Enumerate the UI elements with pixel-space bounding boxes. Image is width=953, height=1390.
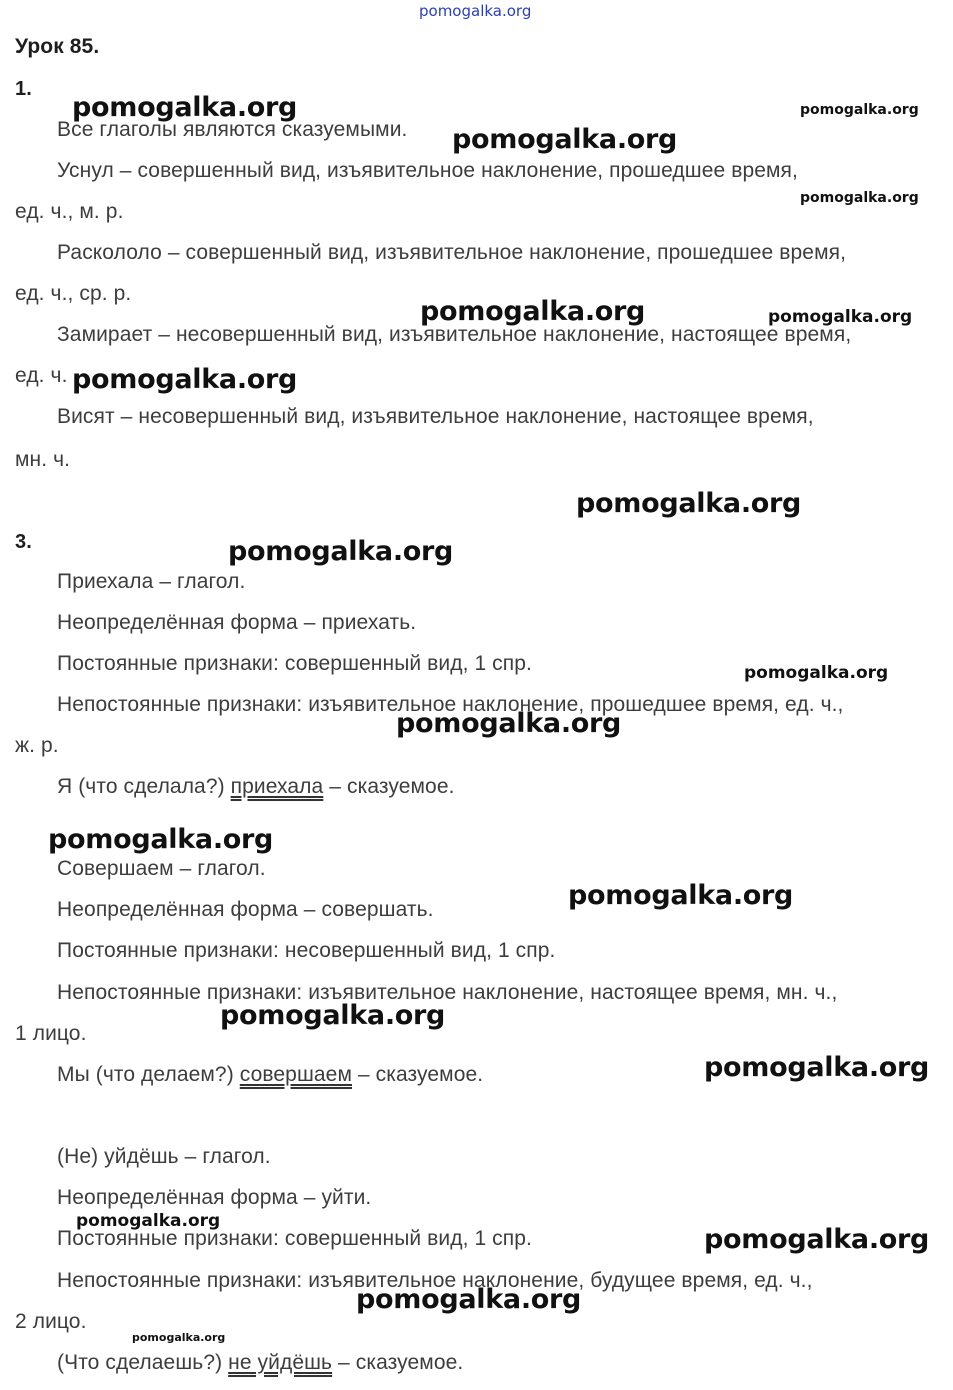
- task-1-line: Все глаголы являются сказуемыми.: [57, 118, 408, 141]
- watermark: pomogalka.org: [768, 307, 913, 327]
- task-3-block-3-sentence: [57, 1350, 463, 1376]
- watermark: pomogalka.org: [72, 364, 298, 395]
- watermark: pomogalka.org: [800, 102, 919, 118]
- sentence-suffix: – сказуемое.: [332, 1351, 464, 1374]
- sentence-prefix: Я (что сделала?): [57, 775, 231, 798]
- task-3-block-2-line: Непостоянные признаки: изъявительное наклонение, настоящее время, мн. ч.,: [57, 981, 838, 1004]
- watermark: pomogalka.org: [704, 1052, 930, 1083]
- sentence-suffix: – сказуемое.: [323, 775, 455, 798]
- watermark: pomogalka.org: [48, 824, 274, 855]
- sentence-prefix: Мы (что делаем?): [57, 1063, 240, 1086]
- predicate-underlined: совершаем: [239, 1063, 352, 1086]
- watermark: pomogalka.org: [72, 92, 298, 123]
- sentence-prefix: (Что сделаешь?): [57, 1351, 229, 1374]
- lesson-title: Урок 85.: [15, 35, 100, 58]
- watermark: pomogalka.org: [800, 190, 919, 206]
- task-3-block-1-line: Неопределённая форма – приехать.: [57, 611, 417, 634]
- watermark: pomogalka.org: [576, 488, 802, 519]
- task-3-block-1-sentence: [57, 774, 455, 800]
- watermark: pomogalka.org: [452, 124, 678, 155]
- task-3-number: 3.: [15, 531, 32, 553]
- watermark: pomogalka.org: [356, 1284, 582, 1315]
- watermark: pomogalka.org: [228, 536, 454, 567]
- top-watermark: pomogalka.org: [419, 2, 532, 20]
- task-3-block-2-sentence: [57, 1062, 483, 1088]
- watermark: pomogalka.org: [744, 663, 889, 683]
- task-3-block-3-line: (Не) уйдёшь – глагол.: [57, 1145, 271, 1168]
- watermark: pomogalka.org: [568, 880, 794, 911]
- task-3-block-1-line: Приехала – глагол.: [57, 570, 246, 593]
- task-1-line: Висят – несовершенный вид, изъявительное наклонение, настоящее время,: [57, 405, 814, 428]
- task-1-number: 1.: [15, 78, 32, 100]
- predicate-underlined: не уйдёшь: [228, 1351, 333, 1374]
- task-3-block-2-line: Постоянные признаки: несовершенный вид, 1 спр.: [57, 939, 556, 962]
- watermark: pomogalka.org: [220, 1000, 446, 1031]
- task-1-line: ед. ч., ср. р.: [15, 282, 132, 305]
- watermark: pomogalka.org: [704, 1224, 930, 1255]
- task-3-block-1-line: Постоянные признаки: совершенный вид, 1 спр.: [57, 652, 532, 675]
- task-1-line: Уснул – совершенный вид, изъявительное наклонение, прошедшее время,: [57, 159, 798, 182]
- task-1-line: Замирает – несовершенный вид, изъявительное наклонение, настоящее время,: [57, 323, 852, 346]
- watermark: pomogalka.org: [132, 1331, 226, 1344]
- task-3-block-2-line: Неопределённая форма – совершать.: [57, 898, 434, 921]
- task-3-block-2-line: Совершаем – глагол.: [57, 857, 266, 880]
- task-1-line: Раскололо – совершенный вид, изъявительное наклонение, прошедшее время,: [57, 241, 847, 264]
- task-3-block-1-line: Непостоянные признаки: изъявительное наклонение, прошедшее время, ед. ч.,: [57, 693, 844, 716]
- task-3-block-3-line: Неопределённая форма – уйти.: [57, 1186, 372, 1209]
- predicate-underlined: приехала: [230, 775, 324, 798]
- sentence-suffix: – сказуемое.: [352, 1063, 484, 1086]
- watermark: pomogalka.org: [76, 1211, 221, 1231]
- watermark: pomogalka.org: [396, 708, 622, 739]
- task-1-line: мн. ч.: [15, 448, 71, 471]
- task-1-line: ед. ч.: [15, 364, 68, 387]
- watermark: pomogalka.org: [420, 296, 646, 327]
- task-3-block-3-line: Непостоянные признаки: изъявительное наклонение, будущее время, ед. ч.,: [57, 1269, 813, 1292]
- task-3-block-2-line: 1 лицо.: [15, 1022, 87, 1045]
- task-1-line: ед. ч., м. р.: [15, 200, 124, 223]
- task-3-block-1-line: ж. р.: [15, 734, 59, 757]
- task-3-block-3-line: Постоянные признаки: совершенный вид, 1 спр.: [57, 1227, 532, 1250]
- task-3-block-3-line: 2 лицо.: [15, 1310, 87, 1333]
